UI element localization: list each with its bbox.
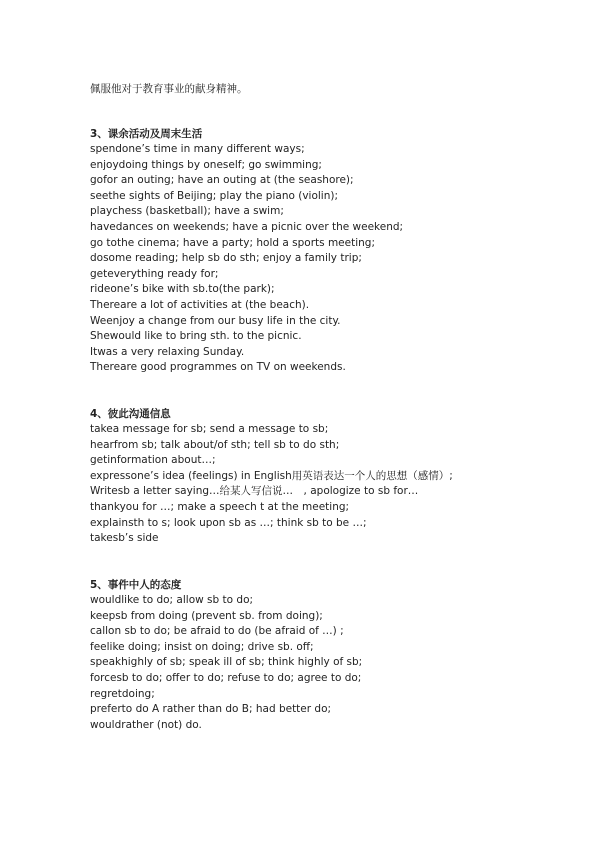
phrase-list	[90, 593, 362, 733]
section-heading: 4、彼此沟通信息	[90, 408, 171, 420]
intro-text: 佩服他对于教育事业的献身精神。	[90, 83, 248, 95]
phrase-line: Thereare a lot of activities at (the beach).	[90, 298, 310, 311]
phrase-line: takea message for sb; send a message to sb;	[90, 423, 329, 435]
phrase-line: takesb’s side	[90, 532, 159, 545]
phrase-line: callon sb to do; be afraid to do (be afraid of …) ;	[90, 625, 344, 638]
section-communication	[90, 406, 453, 547]
phrase-line: feelike doing; insist on doing; drive sb. off;	[90, 640, 314, 653]
section-heading: 5、事件中人的态度	[90, 579, 182, 591]
phrase-line: geteverything ready for;	[90, 267, 219, 280]
phrase-line: thankyou for …; make a speech t at the meeting;	[90, 500, 350, 513]
phrase-line: Itwas a very relaxing Sunday.	[90, 345, 245, 358]
phrase-line: rideone’s bike with sb.to(the park);	[90, 283, 275, 296]
section-attitudes	[90, 577, 362, 733]
section-activities	[90, 126, 403, 376]
phrase-line: spendone’s time in many different ways;	[90, 143, 305, 155]
section-heading: 3、课余活动及周末生活	[90, 128, 203, 140]
phrase-line: preferto do A rather than do B; had better do;	[90, 703, 332, 716]
phrase-line: explainsth to s; look upon sb as …; think sb to be …;	[90, 516, 367, 529]
phrase-line: forcesb to do; offer to do; refuse to do; agree to do;	[90, 671, 362, 684]
phrase-line: wouldrather (not) do.	[90, 718, 202, 731]
phrase-list	[90, 142, 403, 376]
phrase-line: Thereare good programmes on TV on weekends.	[90, 361, 346, 374]
phrase-line: dosome reading; help sb do sth; enjoy a family trip;	[90, 252, 362, 265]
phrase-line: regretdoing;	[90, 687, 155, 700]
phrase-line: enjoydoing things by oneself; go swimming;	[90, 158, 322, 171]
phrase-line: expressone’s idea (feelings) in English用英语表达一个人的思想（感情）;	[90, 469, 453, 482]
phrase-line: Shewould like to bring sth. to the picnic.	[90, 330, 302, 343]
phrase-line: Writesb a letter saying…给某人写信说… , apologize to sb for…	[90, 485, 419, 498]
phrase-line: havedances on weekends; have a picnic over the weekend;	[90, 220, 404, 233]
phrase-list	[90, 422, 453, 547]
phrase-line: playchess (basketball); have a swim;	[90, 205, 284, 218]
phrase-line: wouldlike to do; allow sb to do;	[90, 594, 254, 606]
phrase-line: gofor an outing; have an outing at (the seashore);	[90, 174, 354, 187]
phrase-line: hearfrom sb; talk about/of sth; tell sb to do sth;	[90, 438, 340, 451]
phrase-line: go tothe cinema; have a party; hold a sports meeting;	[90, 236, 375, 249]
phrase-line: Weenjoy a change from our busy life in the city.	[90, 314, 341, 327]
phrase-line: getinformation about…;	[90, 454, 216, 467]
phrase-line: keepsb from doing (prevent sb. from doing);	[90, 609, 323, 622]
phrase-line: speakhighly of sb; speak ill of sb; think highly of sb;	[90, 656, 363, 669]
phrase-line: seethe sights of Beijing; play the piano (violin);	[90, 189, 339, 202]
